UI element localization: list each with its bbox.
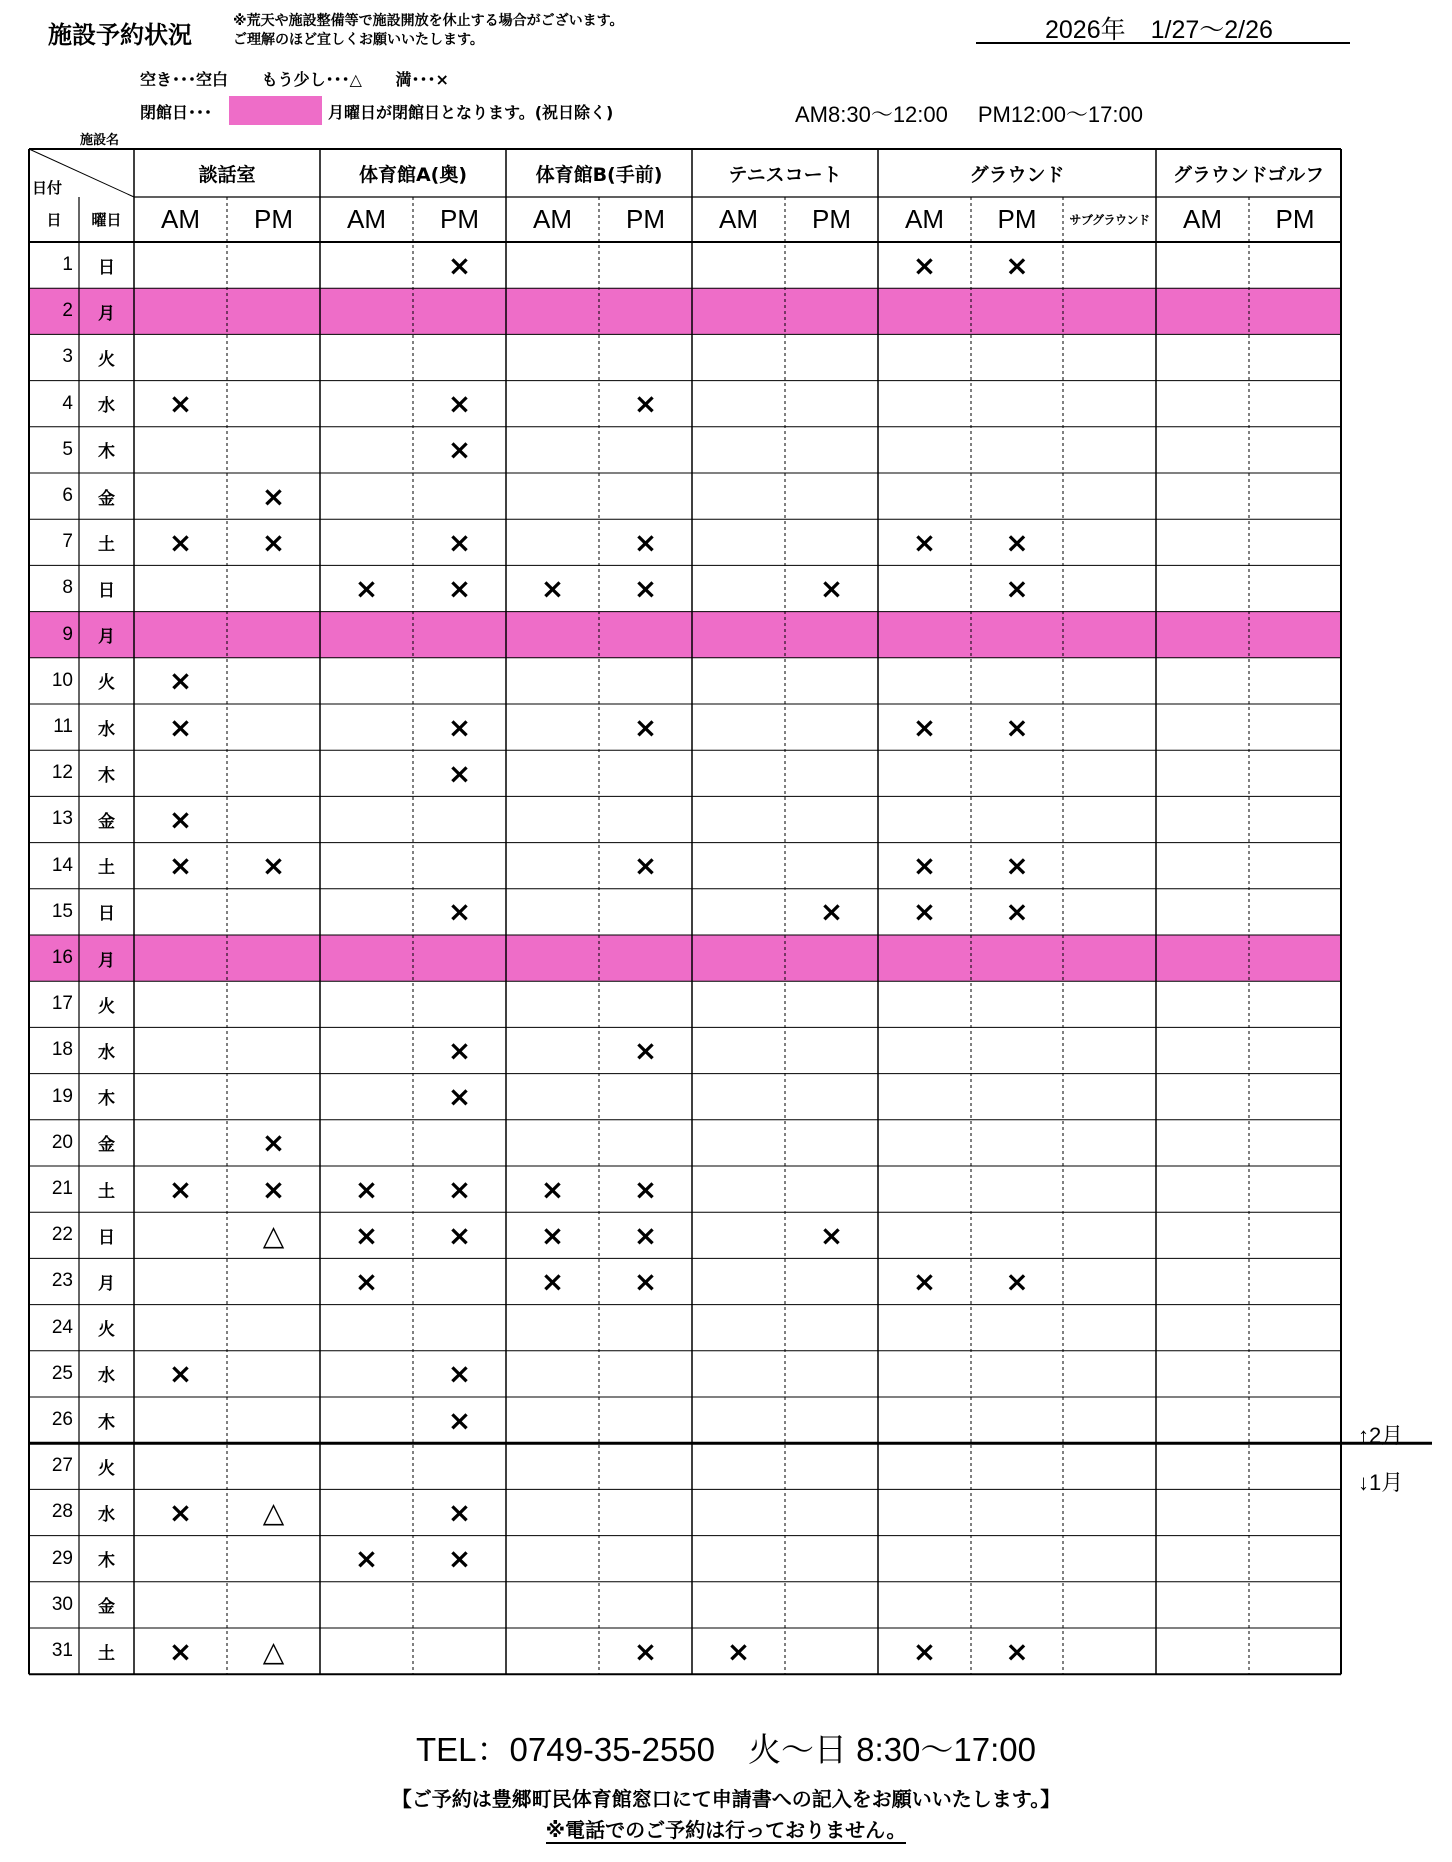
reservation-mark: × — [168, 1172, 193, 1206]
day-column-header: 日 — [46, 211, 62, 229]
reservation-mark: × — [912, 710, 937, 744]
reservation-mark: × — [633, 525, 658, 559]
am-header: AM — [1183, 204, 1222, 234]
reservation-mark: × — [354, 1172, 379, 1206]
weekday: 火 — [98, 349, 115, 370]
pm-hours: PM12:00〜17:00 — [977, 102, 1143, 127]
reservation-mark: × — [1005, 571, 1029, 605]
reservation-mark: × — [447, 387, 472, 421]
day-number: 26 — [51, 1409, 73, 1431]
day-number: 4 — [62, 392, 73, 414]
reservation-mark: × — [447, 571, 472, 605]
reservation-mark: × — [168, 1357, 193, 1391]
reservation-mark: × — [447, 1218, 472, 1252]
reservation-mark: × — [354, 1264, 379, 1298]
weekday: 土 — [98, 858, 115, 879]
weekday: 土 — [98, 1643, 115, 1664]
closed-day-label: 閉館日･･･ — [140, 103, 213, 122]
reservation-mark: × — [261, 1126, 286, 1160]
reservation-mark: × — [633, 1264, 658, 1298]
month-label-february: ↑2月 — [1358, 1423, 1404, 1448]
reservation-mark: × — [1005, 895, 1029, 929]
weekday: 月 — [98, 303, 115, 324]
day-number: 25 — [51, 1362, 73, 1384]
reservation-mark: × — [447, 1172, 472, 1206]
weekday: 土 — [98, 534, 115, 555]
weekday: 月 — [98, 950, 115, 971]
reservation-mark: × — [819, 571, 844, 605]
weekday-column-header: 曜日 — [91, 211, 122, 229]
weekday: 水 — [98, 1366, 115, 1387]
reservation-mark: × — [168, 849, 193, 883]
day-number: 19 — [51, 1085, 73, 1107]
day-number: 29 — [51, 1547, 73, 1569]
reservation-mark: × — [168, 802, 193, 836]
weekday: 木 — [98, 765, 115, 786]
reservation-mark: × — [726, 1634, 751, 1668]
weekday: 火 — [98, 673, 115, 694]
day-number: 17 — [51, 993, 73, 1015]
contact-phone: TEL：0749-35-2550 火〜日 8:30〜17:00 — [415, 1731, 1036, 1768]
reservation-mark: × — [912, 895, 937, 929]
am-header: AM — [347, 204, 386, 234]
day-number: 20 — [51, 1131, 73, 1153]
reservation-mark: × — [354, 1218, 379, 1252]
reservation-mark: △ — [262, 1495, 285, 1529]
day-number: 1 — [62, 254, 73, 276]
reservation-note: 【ご予約は豊郷町民体育館窓口にて申請書への記入をお願いいたします。】 — [391, 1787, 1061, 1811]
day-number: 3 — [62, 346, 73, 368]
reservation-mark: × — [633, 571, 658, 605]
reservation-mark: × — [447, 433, 472, 467]
notice-line-1: ※荒天や施設整備等で施設開放を休止する場合がございます。 — [233, 13, 624, 29]
day-number: 9 — [62, 623, 73, 645]
reservation-mark: × — [447, 1542, 472, 1576]
reservation-mark: × — [168, 664, 193, 698]
pm-header: PM — [997, 204, 1037, 234]
reservation-mark: × — [1005, 1634, 1029, 1668]
reservation-mark: × — [1005, 849, 1029, 883]
weekday: 月 — [98, 627, 115, 648]
reservation-mark: × — [447, 1357, 472, 1391]
reservation-mark: × — [354, 1542, 379, 1576]
closed-row-bg — [29, 935, 1341, 981]
reservation-mark: △ — [262, 1634, 285, 1668]
reservation-mark: × — [540, 1172, 565, 1206]
pm-header: PM — [626, 204, 665, 234]
reservation-mark: × — [168, 710, 193, 744]
closed-row-bg — [29, 612, 1341, 658]
pm-header: PM — [1275, 204, 1315, 234]
facility-header: 談話室 — [198, 163, 256, 186]
weekday: 木 — [98, 442, 115, 463]
reservation-mark: × — [168, 1634, 193, 1668]
legend-full: 満･･･× — [395, 70, 449, 89]
day-number: 5 — [62, 438, 73, 460]
reservation-mark: × — [261, 525, 286, 559]
facility-header: テニスコート — [728, 163, 842, 186]
no-phone-text: ※電話でのご予約は行っておりません。 — [545, 1818, 907, 1842]
weekday: 日 — [98, 904, 115, 925]
reservation-mark: × — [447, 1033, 472, 1067]
reservation-mark: × — [261, 479, 286, 513]
reservation-mark: × — [168, 525, 193, 559]
day-number: 22 — [51, 1224, 73, 1246]
legend-few: もう少し･･･△ — [261, 70, 362, 89]
closed-row-bg — [29, 288, 1341, 334]
day-number: 6 — [62, 485, 73, 507]
reservation-mark: × — [168, 1495, 193, 1529]
page-title: 施設予約状況 — [48, 21, 192, 49]
reservation-mark: × — [447, 1495, 472, 1529]
reservation-mark: × — [912, 248, 937, 282]
day-number: 10 — [51, 669, 73, 691]
am-hours: AM8:30〜12:00 — [795, 102, 948, 127]
no-phone-note — [0, 1814, 1452, 1843]
weekday: 日 — [98, 580, 115, 601]
reservation-mark: × — [447, 1080, 472, 1114]
reservation-mark: × — [447, 1403, 472, 1437]
facility-header: グラウンドゴルフ — [1172, 163, 1325, 186]
weekday: 金 — [98, 811, 115, 832]
reservation-mark: × — [819, 895, 844, 929]
reservation-mark: × — [912, 1634, 937, 1668]
weekday: 火 — [98, 1320, 115, 1341]
reservation-mark: × — [633, 1033, 658, 1067]
weekday: 金 — [98, 1135, 115, 1156]
reservation-mark: × — [354, 571, 379, 605]
closed-day-note: 月曜日が閉館日となります。(祝日除く) — [328, 103, 614, 122]
am-header: AM — [905, 204, 944, 234]
reservation-mark: × — [633, 1218, 658, 1252]
day-number: 13 — [51, 808, 73, 830]
reservation-mark: × — [912, 849, 937, 883]
pm-header: PM — [254, 204, 293, 234]
day-number: 23 — [51, 1270, 73, 1292]
reservation-mark: × — [447, 756, 472, 790]
weekday: 木 — [98, 1412, 115, 1433]
weekday: 火 — [98, 1458, 115, 1479]
pm-header: PM — [440, 204, 479, 234]
reservation-mark: × — [261, 849, 286, 883]
reservation-mark: × — [819, 1218, 844, 1252]
reservation-mark: × — [633, 710, 658, 744]
weekday: 水 — [98, 1042, 115, 1063]
day-number: 31 — [51, 1640, 73, 1662]
month-label-january: ↓1月 — [1358, 1470, 1404, 1495]
reservation-mark: × — [447, 710, 472, 744]
weekday: 水 — [98, 396, 115, 417]
day-number: 16 — [51, 947, 73, 969]
facility-header: グラウンド — [969, 163, 1065, 186]
reservation-mark: △ — [262, 1218, 285, 1252]
day-number: 18 — [51, 1039, 73, 1061]
reservation-mark: × — [540, 1218, 565, 1252]
day-number: 30 — [51, 1593, 73, 1615]
reservation-mark: × — [633, 849, 658, 883]
weekday: 日 — [98, 257, 115, 278]
date-caption: 日付 — [32, 178, 63, 197]
reservation-mark: × — [1005, 525, 1029, 559]
day-number: 7 — [62, 531, 73, 553]
weekday: 水 — [98, 1504, 115, 1525]
am-header: AM — [533, 204, 572, 234]
reservation-mark: × — [912, 1264, 937, 1298]
reservation-mark: × — [447, 248, 472, 282]
reservation-mark: × — [261, 1172, 286, 1206]
weekday: 木 — [98, 1551, 115, 1572]
day-number: 24 — [51, 1316, 73, 1338]
day-number: 27 — [51, 1455, 73, 1477]
period-range: 2026年 1/27〜2/26 — [1045, 16, 1273, 44]
weekday: 金 — [98, 1597, 115, 1618]
reservation-mark: × — [633, 1634, 658, 1668]
weekday: 日 — [98, 1227, 115, 1248]
day-number: 14 — [51, 854, 73, 876]
am-header: AM — [719, 204, 758, 234]
reservation-mark: × — [1005, 1264, 1029, 1298]
weekday: 火 — [98, 996, 115, 1017]
pm-header: PM — [812, 204, 851, 234]
day-number: 15 — [51, 900, 73, 922]
facility-caption: 施設名 — [80, 133, 120, 148]
reservation-mark: × — [447, 895, 472, 929]
reservation-mark: × — [633, 387, 658, 421]
day-number: 21 — [51, 1178, 73, 1200]
reservation-mark: × — [633, 1172, 658, 1206]
reservation-mark: × — [447, 525, 472, 559]
facility-header: 体育館B(手前) — [535, 163, 663, 186]
weekday: 金 — [98, 488, 115, 509]
reservation-mark: × — [168, 387, 193, 421]
day-number: 8 — [62, 577, 73, 599]
weekday: 月 — [98, 1273, 115, 1294]
weekday: 木 — [98, 1089, 115, 1110]
legend-empty: 空き･･･空白 — [140, 70, 229, 89]
weekday: 土 — [98, 1181, 115, 1202]
reservation-mark: × — [912, 525, 937, 559]
am-header: AM — [161, 204, 200, 234]
notice-line-2: ご理解のほど宜しくお願いいたします。 — [233, 32, 484, 48]
facility-header: 体育館A(奥) — [358, 163, 468, 186]
reservation-mark: × — [540, 1264, 565, 1298]
reservation-mark: × — [1005, 710, 1029, 744]
reservation-mark: × — [540, 571, 565, 605]
day-number: 2 — [62, 300, 73, 322]
sub-ground-header: サブグラウンド — [1069, 213, 1150, 227]
day-number: 28 — [51, 1501, 73, 1523]
day-number: 11 — [53, 716, 73, 738]
weekday: 水 — [98, 719, 115, 740]
day-number: 12 — [51, 762, 73, 784]
reservation-mark: × — [1005, 248, 1029, 282]
